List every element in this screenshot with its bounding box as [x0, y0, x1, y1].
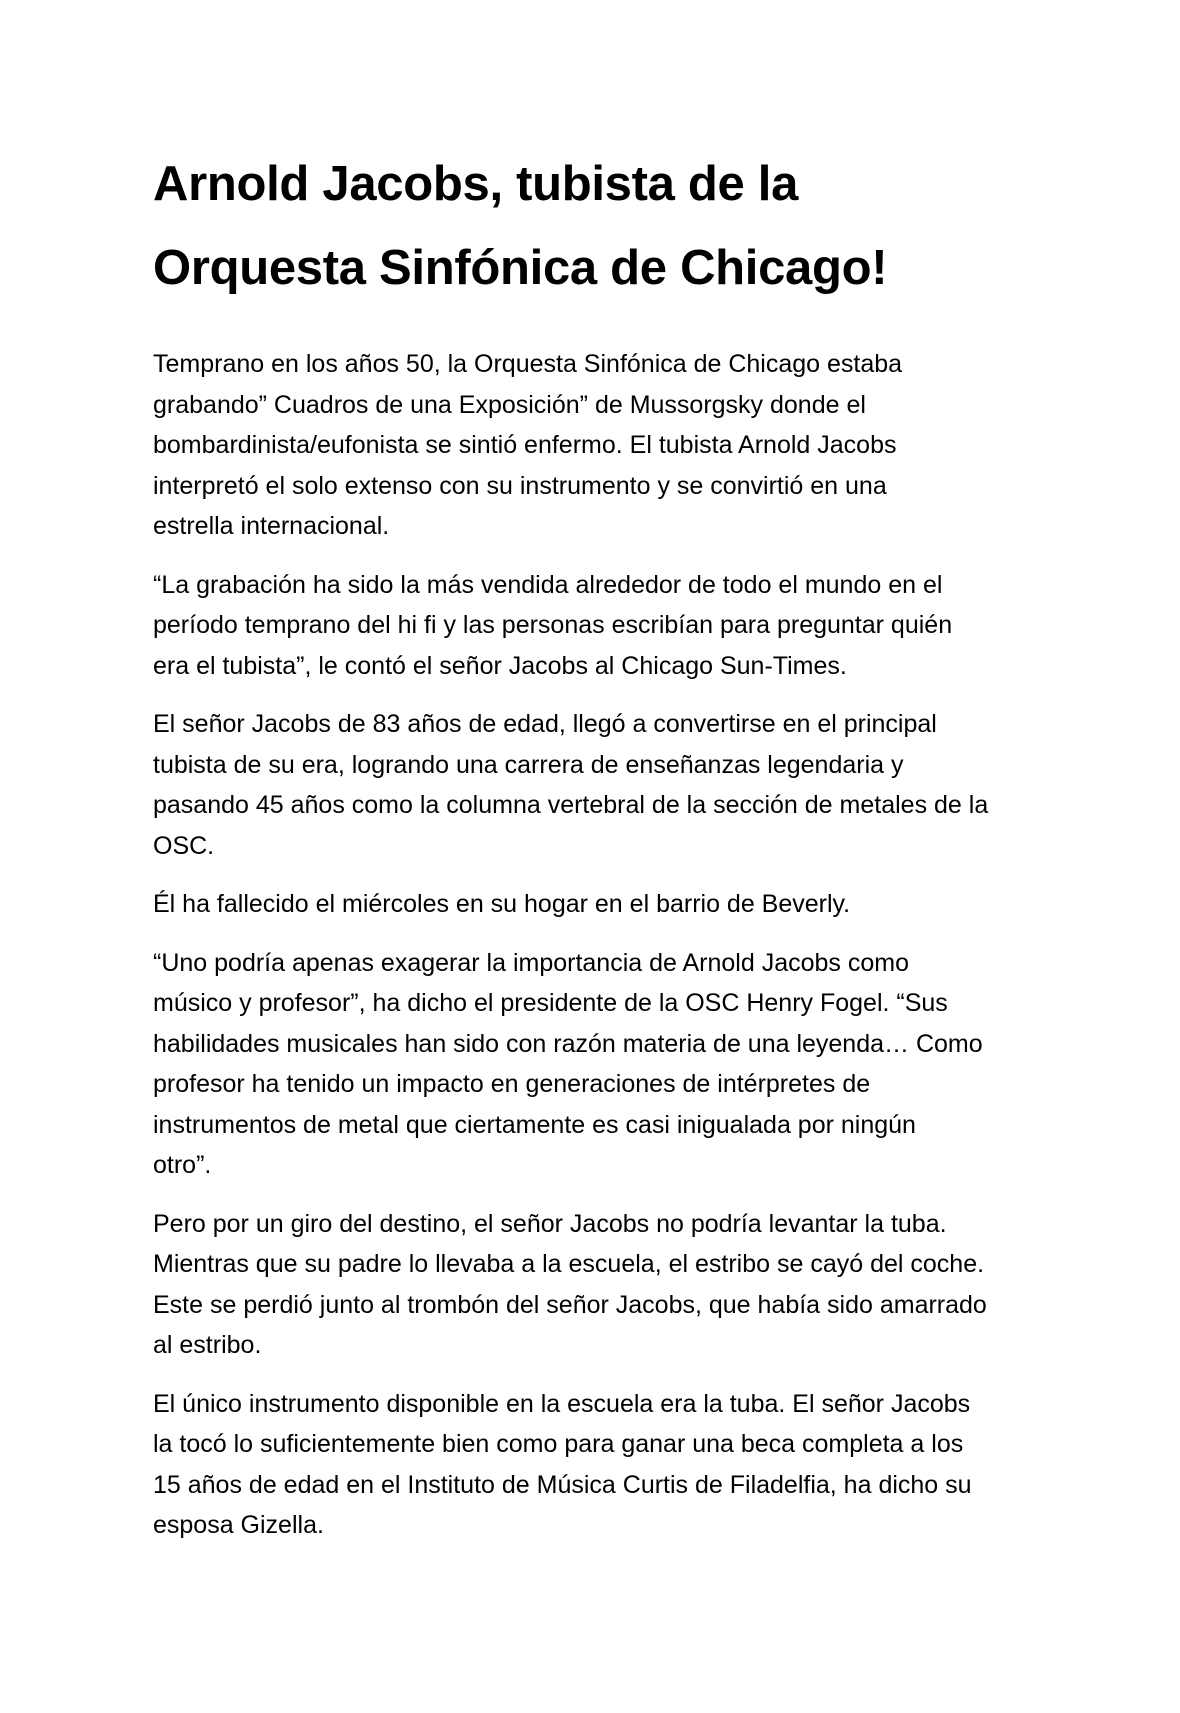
title-line: Arnold Jacobs, tubista de la — [153, 157, 799, 211]
text-line: estrella internacional. — [153, 512, 390, 540]
text-line: “La grabación ha sido la más vendida alrededor de todo el mundo en el — [153, 570, 943, 599]
text-line: instrumentos de metal que ciertamente es casi inigualada por ningún — [153, 1110, 916, 1139]
text-line: músico y profesor”, ha dicho el presidente de la OSC Henry Fogel. “Sus — [153, 989, 948, 1017]
paragraph-2 — [153, 565, 1038, 687]
text-line: El único instrumento disponible en la escuela era la tuba. El señor Jacobs — [153, 1389, 971, 1418]
text-line: era el tubista”, le contó el señor Jacobs al Chicago Sun-Times. — [153, 651, 847, 680]
text-line: bombardinista/eufonista se sintió enfermo. El tubista Arnold Jacobs — [153, 431, 897, 459]
text-line: profesor ha tenido un impacto en generaciones de intérpretes de — [153, 1070, 871, 1098]
paragraph-3 — [153, 704, 1038, 866]
text-line: otro”. — [153, 1151, 212, 1179]
text-line: habilidades musicales han sido con razón materia de una leyenda… Como — [153, 1029, 983, 1058]
text-line: esposa Gizella. — [153, 1511, 324, 1539]
text-line: grabando” Cuadros de una Exposición” de Mussorgsky donde el — [153, 390, 866, 419]
text-line: Pero por un giro del destino, el señor Jacobs no podría levantar la tuba. — [153, 1209, 947, 1238]
article-title — [153, 142, 1038, 310]
title-line: Orquesta Sinfónica de Chicago! — [153, 241, 888, 295]
text-line: OSC. — [153, 831, 215, 860]
text-line: pasando 45 años como la columna vertebral de la sección de metales de la — [153, 791, 989, 819]
text-line: Él ha fallecido el miércoles en su hogar en el barrio de Beverly. — [153, 890, 851, 918]
text-line: Este se perdió junto al trombón del señor Jacobs, que había sido amarrado — [153, 1290, 987, 1319]
text-line: tubista de su era, logrando una carrera de enseñanzas legendaria y — [153, 750, 904, 779]
paragraph-1 — [153, 344, 1038, 547]
text-line: 15 años de edad en el Instituto de Música Curtis de Filadelfia, ha dicho su — [153, 1470, 972, 1499]
text-line: la tocó lo suficientemente bien como para ganar una beca completa a los — [153, 1430, 964, 1458]
paragraph-4 — [153, 884, 1038, 925]
paragraph-7 — [153, 1384, 1038, 1546]
article-body — [153, 142, 1038, 1564]
text-line: Mientras que su padre lo llevaba a la escuela, el estribo se cayó del coche. — [153, 1250, 985, 1278]
text-line: período temprano del hi fi y las personas escribían para preguntar quién — [153, 611, 953, 639]
text-line: interpretó el solo extenso con su instrumento y se convirtió en una — [153, 471, 887, 500]
text-line: al estribo. — [153, 1331, 262, 1359]
text-line: Temprano en los años 50, la Orquesta Sinfónica de Chicago estaba — [153, 350, 903, 378]
paragraph-6 — [153, 1204, 1038, 1366]
paragraph-5 — [153, 943, 1038, 1186]
text-line: “Uno podría apenas exagerar la importancia de Arnold Jacobs como — [153, 948, 909, 977]
text-line: El señor Jacobs de 83 años de edad, llegó a convertirse en el principal — [153, 710, 937, 738]
